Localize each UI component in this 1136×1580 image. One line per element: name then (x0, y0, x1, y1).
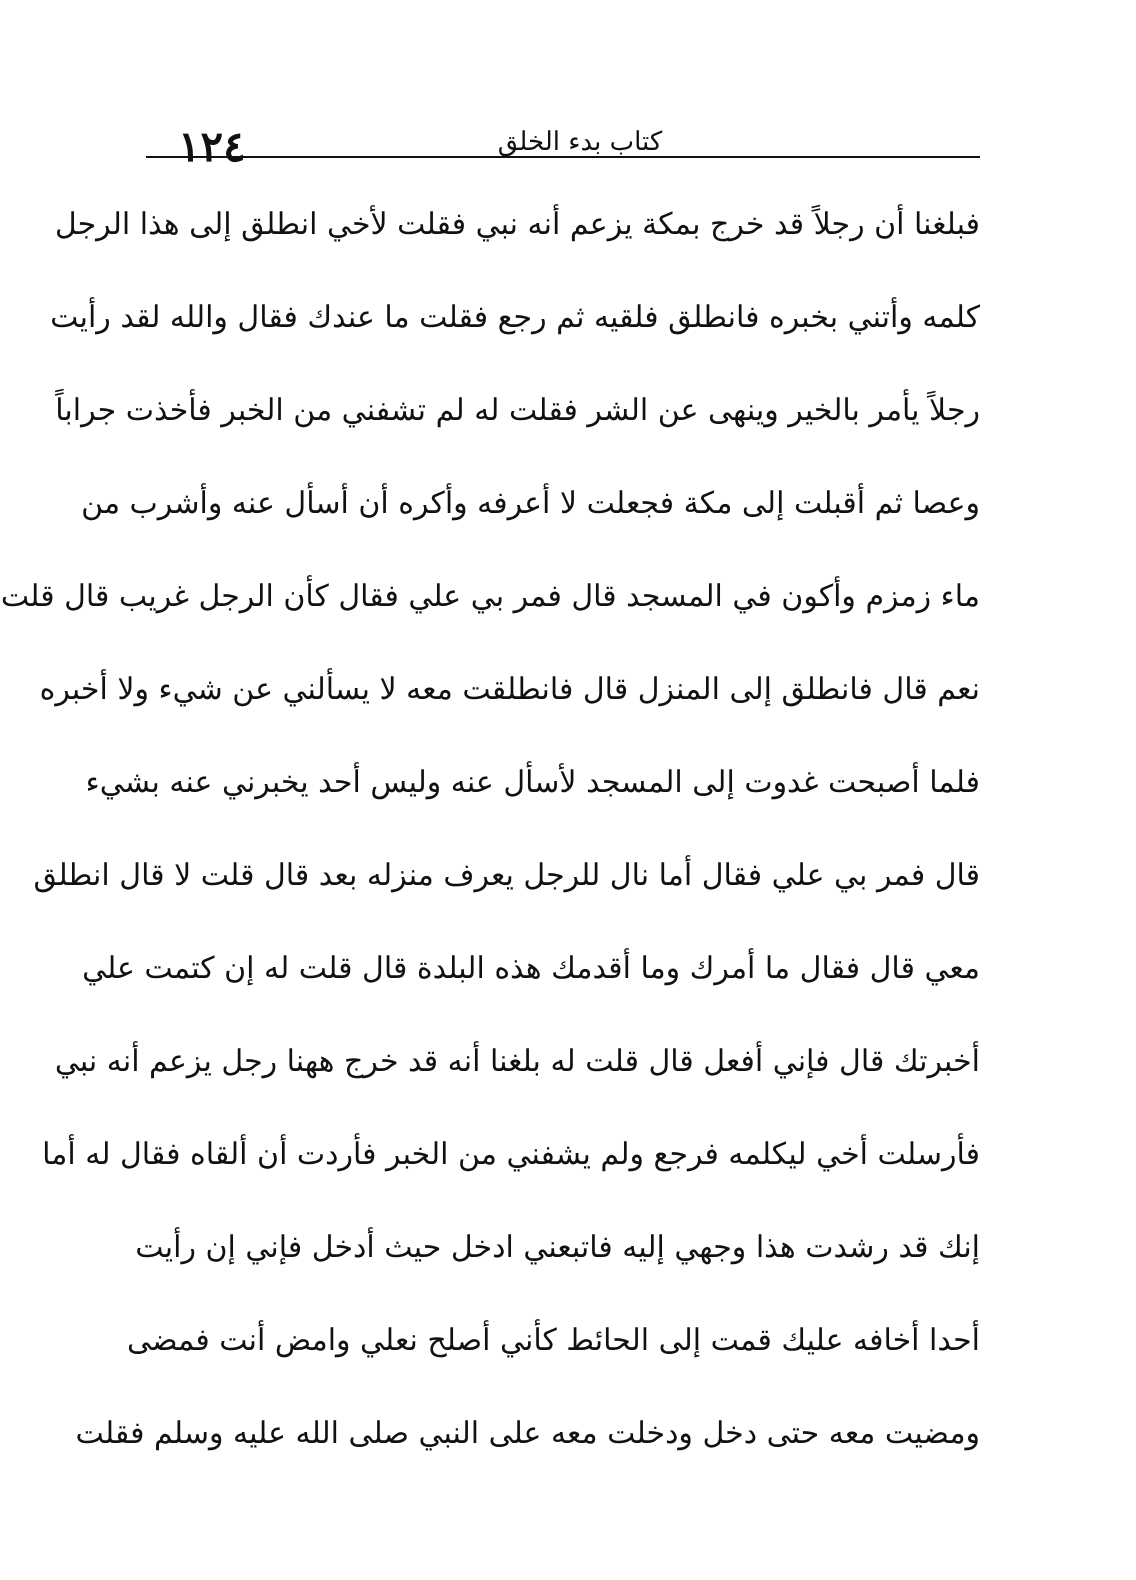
text-line: كلمه وأتني بخبره فانطلق فلقيه ثم رجع فقلت ما عندك فقال والله لقد رأيت (50, 300, 980, 335)
text-line: وعصا ثم أقبلت إلى مكة فجعلت لا أعرفه وأكره أن أسأل عنه وأشرب من (81, 486, 980, 521)
running-header: كتاب بدء الخلق (497, 127, 663, 157)
page-number: ١٢٤ (178, 122, 246, 171)
text-line: إنك قد رشدت هذا وجهي إليه فاتبعني ادخل حيث أدخل فإني إن رأيت (135, 1230, 980, 1265)
text-line: فلما أصبحت غدوت إلى المسجد لأسأل عنه وليس أحد يخبرني عنه بشيء (85, 765, 980, 800)
header-rule (146, 156, 980, 158)
text-line: فأرسلت أخي ليكلمه فرجع ولم يشفني من الخبر فأردت أن ألقاه فقال له أما (42, 1137, 980, 1172)
text-line: أخبرتك قال فإني أفعل قال قلت له بلغنا أنه قد خرج ههنا رجل يزعم أنه نبي (54, 1044, 980, 1079)
body-text (0, 178, 980, 1480)
text-line: ماء زمزم وأكون في المسجد قال فمر بي علي فقال كأن الرجل غريب قال قلت (0, 579, 980, 614)
text-line: أحدا أخافه عليك قمت إلى الحائط كأني أصلح نعلي وامض أنت فمضى (126, 1323, 980, 1358)
text-line: فبلغنا أن رجلاً قد خرج بمكة يزعم أنه نبي فقلت لأخي انطلق إلى هذا الرجل (54, 207, 980, 242)
text-line: قال فمر بي علي فقال أما نال للرجل يعرف منزله بعد قال قلت لا قال انطلق (33, 858, 980, 893)
text-line: رجلاً يأمر بالخير وينهى عن الشر فقلت له لم تشفني من الخبر فأخذت جراباً (55, 393, 980, 428)
text-line: ومضيت معه حتى دخل ودخلت معه على النبي صلى الله عليه وسلم فقلت (75, 1416, 980, 1451)
text-line: معي قال فقال ما أمرك وما أقدمك هذه البلدة قال قلت له إن كتمت علي (82, 951, 980, 986)
text-line: نعم قال فانطلق إلى المنزل قال فانطلقت معه لا يسألني عن شيء ولا أخبره (39, 672, 980, 707)
